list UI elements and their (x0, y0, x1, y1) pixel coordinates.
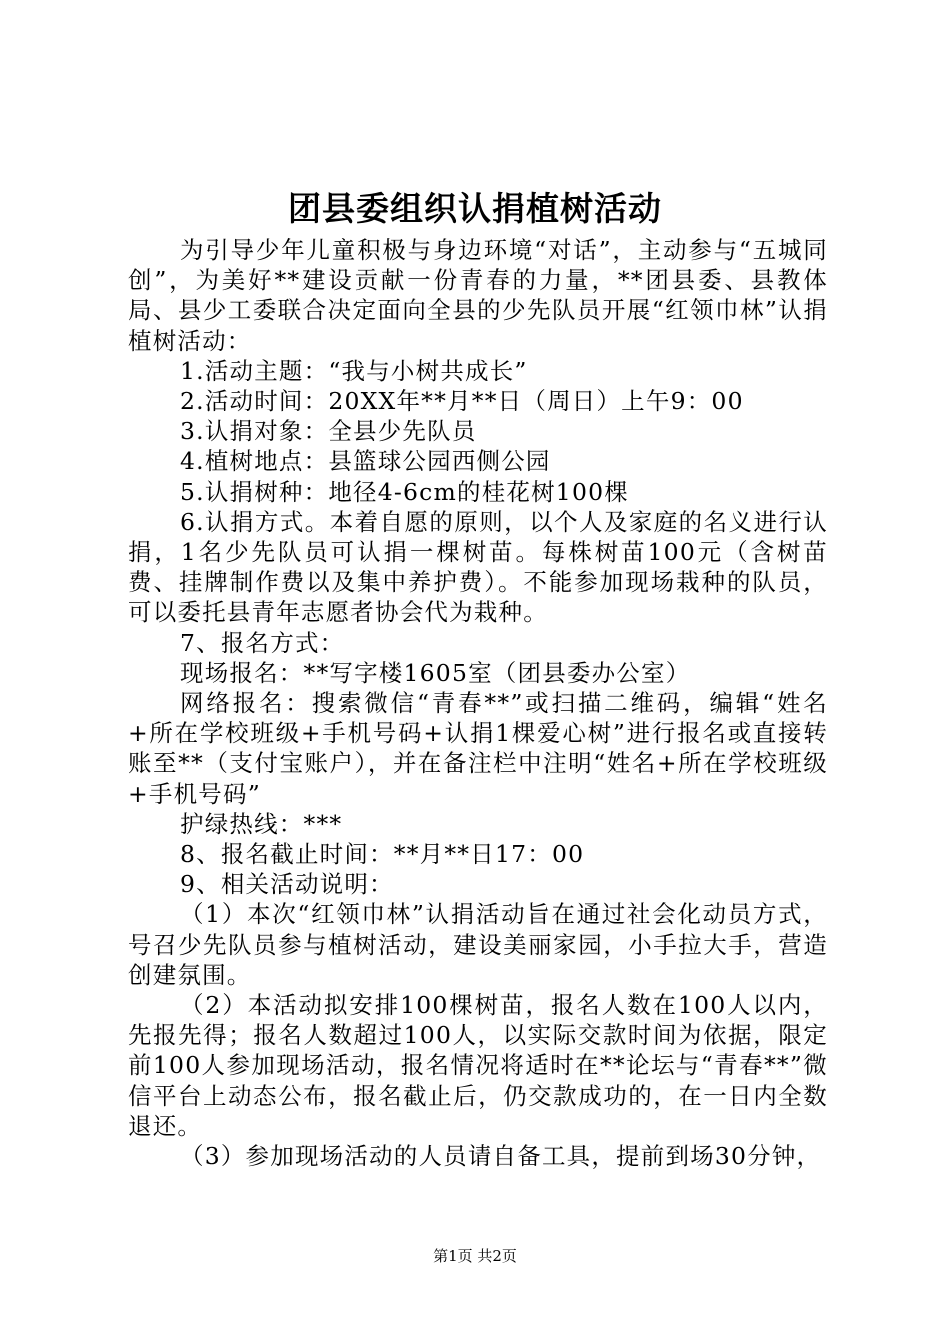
onsite-registration: 现场报名：**写字楼1605室（团县委办公室） (180, 658, 691, 687)
note-2: （2）本活动拟安排100棵树苗，报名人数在100人以内，先报先得；报名人数超过100人，以实际交款时间为依据，限定前100人参加现场活动，报名情况将适时在**论坛与“青春**”微信平台上动态公布，报名截止后，仍交款成功的，在一日内全数退还。 (128, 991, 829, 1140)
tree-species: 5.认捐树种：地径4-6cm的桂花树100棵 (180, 477, 629, 506)
hotline: 护绿热线：*** (180, 809, 343, 838)
registration-deadline: 8、报名截止时间：**月**日17：00 (180, 840, 585, 869)
online-registration: 网络报名：搜索微信“青春**”或扫描二维码，编辑“姓名+所在学校班级+手机号码+认捐1棵爱心树”进行报名或直接转账至**（支付宝账户），并在备注栏中注明“姓名+所在学校班级+手机号码” (128, 689, 828, 808)
page-footer: 第1页 共2页 (433, 1247, 517, 1265)
planting-location: 4.植树地点：县篮球公园西侧公园 (180, 447, 551, 476)
intro-paragraph: 为引导少年儿童积极与身边环境“对话”，主动参与“五城同创”，为美好**建设贡献一份青春的力量，**团县委、县教体局、县少工委联合决定面向全县的少先队员开展“红领巾林”认捐植树活动： (128, 236, 828, 355)
notes-heading: 9、相关活动说明： (180, 870, 394, 899)
donation-target: 3.认捐对象：全县少先队员 (180, 417, 477, 446)
document-title: 团县委组织认捐植树活动 (288, 189, 662, 228)
document-body (128, 235, 828, 1171)
note-3: （3）参加现场活动的人员请自备工具，提前到场30分钟， (180, 1142, 822, 1171)
activity-theme: 1.活动主题：“我与小树共成长” (180, 356, 528, 385)
activity-time: 2.活动时间：20XX年**月**日（周日）上午9：00 (180, 387, 744, 416)
registration-method-heading: 7、报名方式： (180, 628, 345, 657)
note-1: （1）本次“红领巾林”认捐活动旨在通过社会化动员方式，号召少先队员参与植树活动，建设美丽家园，小手拉大手，营造创建氛围。 (128, 900, 828, 989)
donation-method: 6.认捐方式。本着自愿的原则，以个人及家庭的名义进行认捐，1名少先队员可认捐一棵树苗。每株树苗100元（含树苗费、挂牌制作费以及集中养护费）。不能参加现场栽种的队员，可以委托县青年志愿者协会代为栽种。 (128, 507, 828, 627)
